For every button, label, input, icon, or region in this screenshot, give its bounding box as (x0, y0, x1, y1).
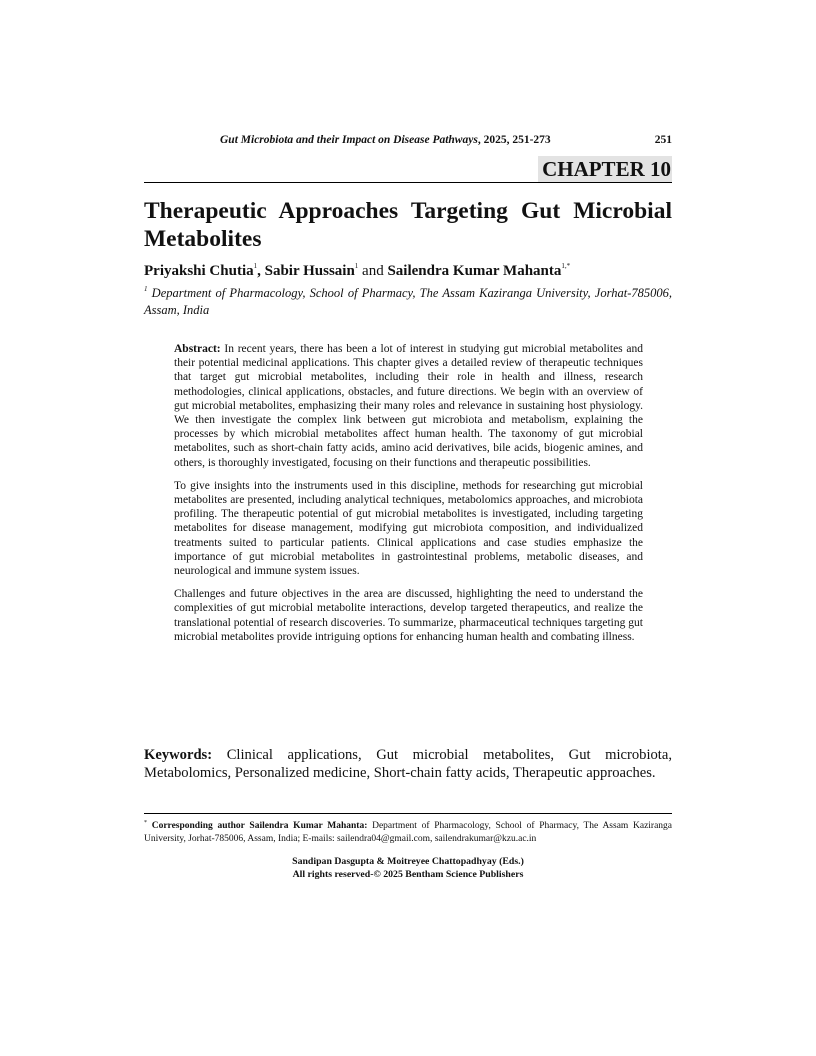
journal-title: Gut Microbiota and their Impact on Disease Pathways (220, 134, 478, 146)
author-name: Sabir Hussain (264, 263, 355, 279)
keywords (144, 747, 672, 782)
rights-line: All rights reserved-© 2025 Bentham Science Publishers (292, 868, 524, 880)
footnote-divider (144, 813, 672, 814)
abstract (174, 342, 643, 653)
author-name: Sailendra Kumar Mahanta (387, 263, 562, 279)
abstract-label: Abstract: (174, 343, 221, 355)
chapter-title: Therapeutic Approaches Targeting Gut Microbial Metabolites (144, 198, 672, 252)
author-separator: and (358, 263, 388, 279)
author-affiliation-mark: 1 (354, 262, 359, 270)
author-list (144, 262, 672, 280)
page-number: 251 (654, 134, 672, 146)
author-affiliation-mark: 1 (253, 262, 258, 270)
author-name: Priyakshi Chutia (144, 263, 254, 279)
affiliation-text: Department of Pharmacology, School of Pharmacy, The Assam Kaziranga University, Jorhat-785006, Assam, India (144, 286, 672, 317)
journal-details: , 2025, 251-273 (477, 134, 551, 146)
abstract-text: In recent years, there has been a lot of interest in studying gut microbial metabolites and their potential medicinal applications. This chapter gives a detailed review of therapeutic techniques that target gut microbial metabolites, including their role in health and illness, research methodologies, clinical applications, obstacles, and future directions. We begin with an overview of gut microbial metabolites, emphasizing their many roles and relevance in sustaining host physiology. We then investigate the complex link between gut microbiota and metabolism, explaining the processes by which microbial metabolites affect human health. The taxonomy of gut microbial metabolites, such as short-chain fatty acids, amino acid derivatives, bile acids, biogenic amines, and others, is thoroughly investigated, focusing on their functions and therapeutic possibilities. (174, 343, 643, 469)
abstract-paragraph: To give insights into the instruments used in this discipline, methods for researching gut microbial metabolites are presented, including analytical techniques, metabolomics approaches, and microbiota profiling. The therapeutic potential of gut microbial metabolites is investigated, including targeting metabolites for disease management, modifying gut microbiota composition, and individualized treatments suited to particular patients. Clinical applications and case studies emphasize the importance of gut microbial metabolites in gastrointestinal problems, metabolic diseases, and neurological and immune system issues. (174, 479, 643, 578)
footnote-mark: * (144, 820, 147, 826)
abstract-paragraph (174, 342, 643, 470)
corresponding-author-footnote (144, 820, 672, 845)
publisher-info (144, 856, 672, 881)
author-affiliation-mark: 1,* (561, 262, 571, 270)
footnote-label: Corresponding author Sailendra Kumar Mahanta: (151, 821, 368, 831)
author-separator: , (257, 263, 265, 279)
journal-citation (220, 133, 551, 147)
keywords-label: Keywords: (144, 747, 213, 763)
affiliation-mark: 1 (144, 285, 148, 293)
keywords-text: Clinical applications, Gut microbial metabolites, Gut microbiota, Metabolomics, Personalized medicine, Short-chain fatty acids, Therapeutic approaches. (144, 747, 672, 781)
abstract-paragraph: Challenges and future objectives in the area are discussed, highlighting the need to understand the complexities of gut microbial metabolite interactions, develop targeted therapeutics, and realize the translational potential of research discoveries. To summarize, pharmaceutical techniques targeting gut microbial metabolites provide intriguing options for enhancing human health and combating illness. (174, 588, 643, 643)
affiliation (144, 285, 672, 319)
editors-line: Sandipan Dasgupta & Moitreyee Chattopadhyay (Eds.) (292, 856, 524, 867)
chapter-divider (144, 182, 672, 183)
footnote-text: Department of Pharmacology, School of Pharmacy, The Assam Kaziranga University, Jorhat-785006, Assam, India; E-mails: sailendra04@gmail.com, sailendrakumar@kzu.ac.in (144, 821, 673, 844)
chapter-label: CHAPTER 10 (538, 156, 672, 182)
